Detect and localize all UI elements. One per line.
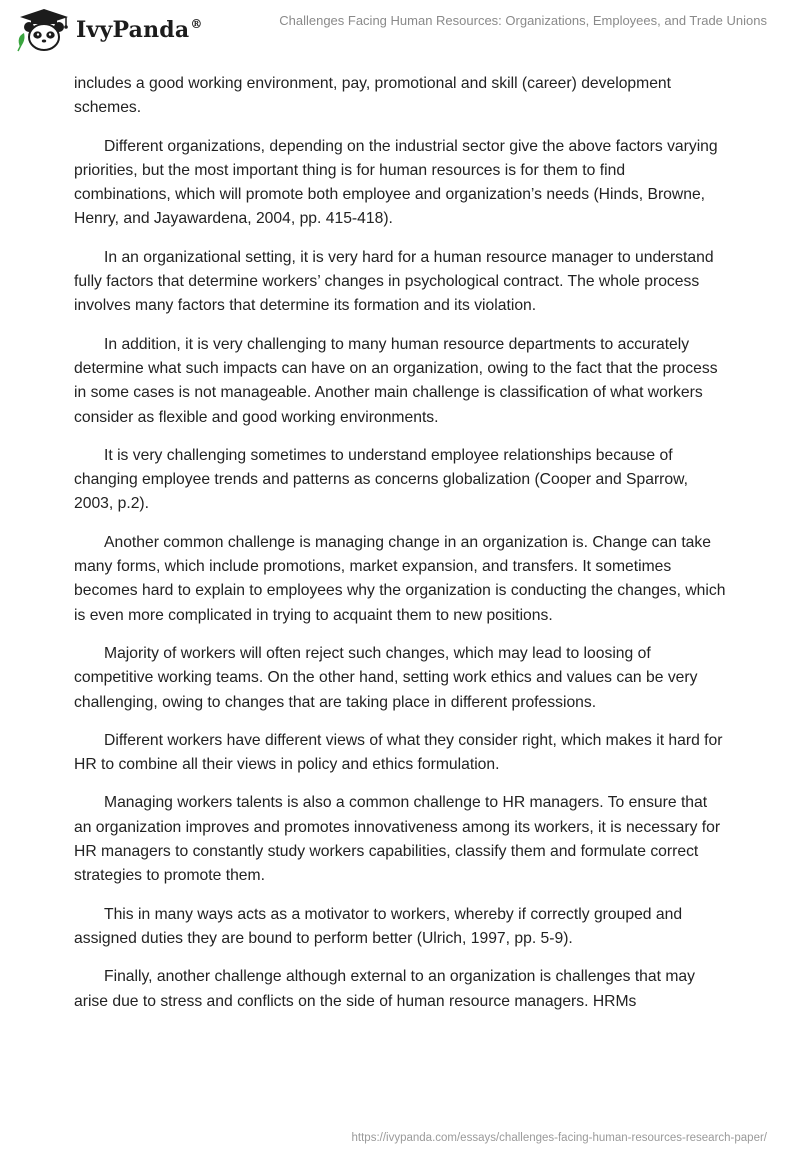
registered-mark: ® [190,17,203,31]
ivypanda-logo[interactable] [14,6,234,54]
paragraph: Another common challenge is managing change in an organization is. Change can take many forms, which include promotions, market expansion, and transfers. It sometimes becomes hard to explain to employees why the organization is conducting the changes, which is even more complicated in trying to acquaint them to new positions. [74,533,726,624]
logo-wordmark-text: IvyPanda [76,17,190,43]
paragraph: Managing workers talents is also a common challenge to HR managers. To ensure that an organization improves and promotes innovativeness among its workers, it is necessary for HR managers to constantly study workers capabilities, classify them and formulate correct strategies to promote them. [74,794,721,885]
panda-graduation-cap-icon [14,7,74,53]
essay-body [74,72,726,1028]
paragraph: Majority of workers will often reject such changes, which may lead to loosing of competitive working teams. On the other hand, setting work ethics and values can be very challenging, owing to changes that are taking place in different professions. [74,644,698,711]
paragraph: includes a good working environment, pay, promotional and skill (career) development schemes. [74,75,672,117]
document-title: Challenges Facing Human Resources: Organizations, Employees, and Trade Unions [279,13,767,28]
paragraph: It is very challenging sometimes to understand employee relationships because of changing employee trends and patterns as concerns globalization (Cooper and Sparrow, 2003, p.2). [74,446,688,513]
page-header [0,0,800,60]
paragraph: This in many ways acts as a motivator to workers, whereby if correctly grouped and assigned duties they are bound to perform better (Ulrich, 1997, pp. 5-9). [74,905,683,947]
paragraph: Different organizations, depending on the industrial sector give the above factors varying priorities, but the most important thing is for human resources is for them to find combinations, which will promote both employee and organization’s needs (Hinds, Browne, Henry, and Jayawardena, 2004, pp. 415-418). [74,137,718,228]
source-url[interactable]: https://ivypanda.com/essays/challenges-facing-human-resources-research-paper/ [351,1132,767,1144]
paragraph: Finally, another challenge although external to an organization is challenges that may arise due to stress and conflicts on the side of human resource managers. HRMs [74,968,695,1010]
logo-wordmark [76,17,203,43]
paragraph: In addition, it is very challenging to many human resource departments to accurately determine what such impacts can have on an organization, owing to the fact that the process in some cases is not manageable. Another main challenge is classification of what workers consider as flexible and good working environments. [74,335,718,426]
paragraph: In an organizational setting, it is very hard for a human resource manager to understand fully factors that determine workers’ changes in psychological contract. The whole process involves many factors that determine its formation and its violation. [74,248,714,315]
paragraph: Different workers have different views of what they consider right, which makes it hard for HR to combine all their views in policy and ethics formulation. [74,731,723,774]
